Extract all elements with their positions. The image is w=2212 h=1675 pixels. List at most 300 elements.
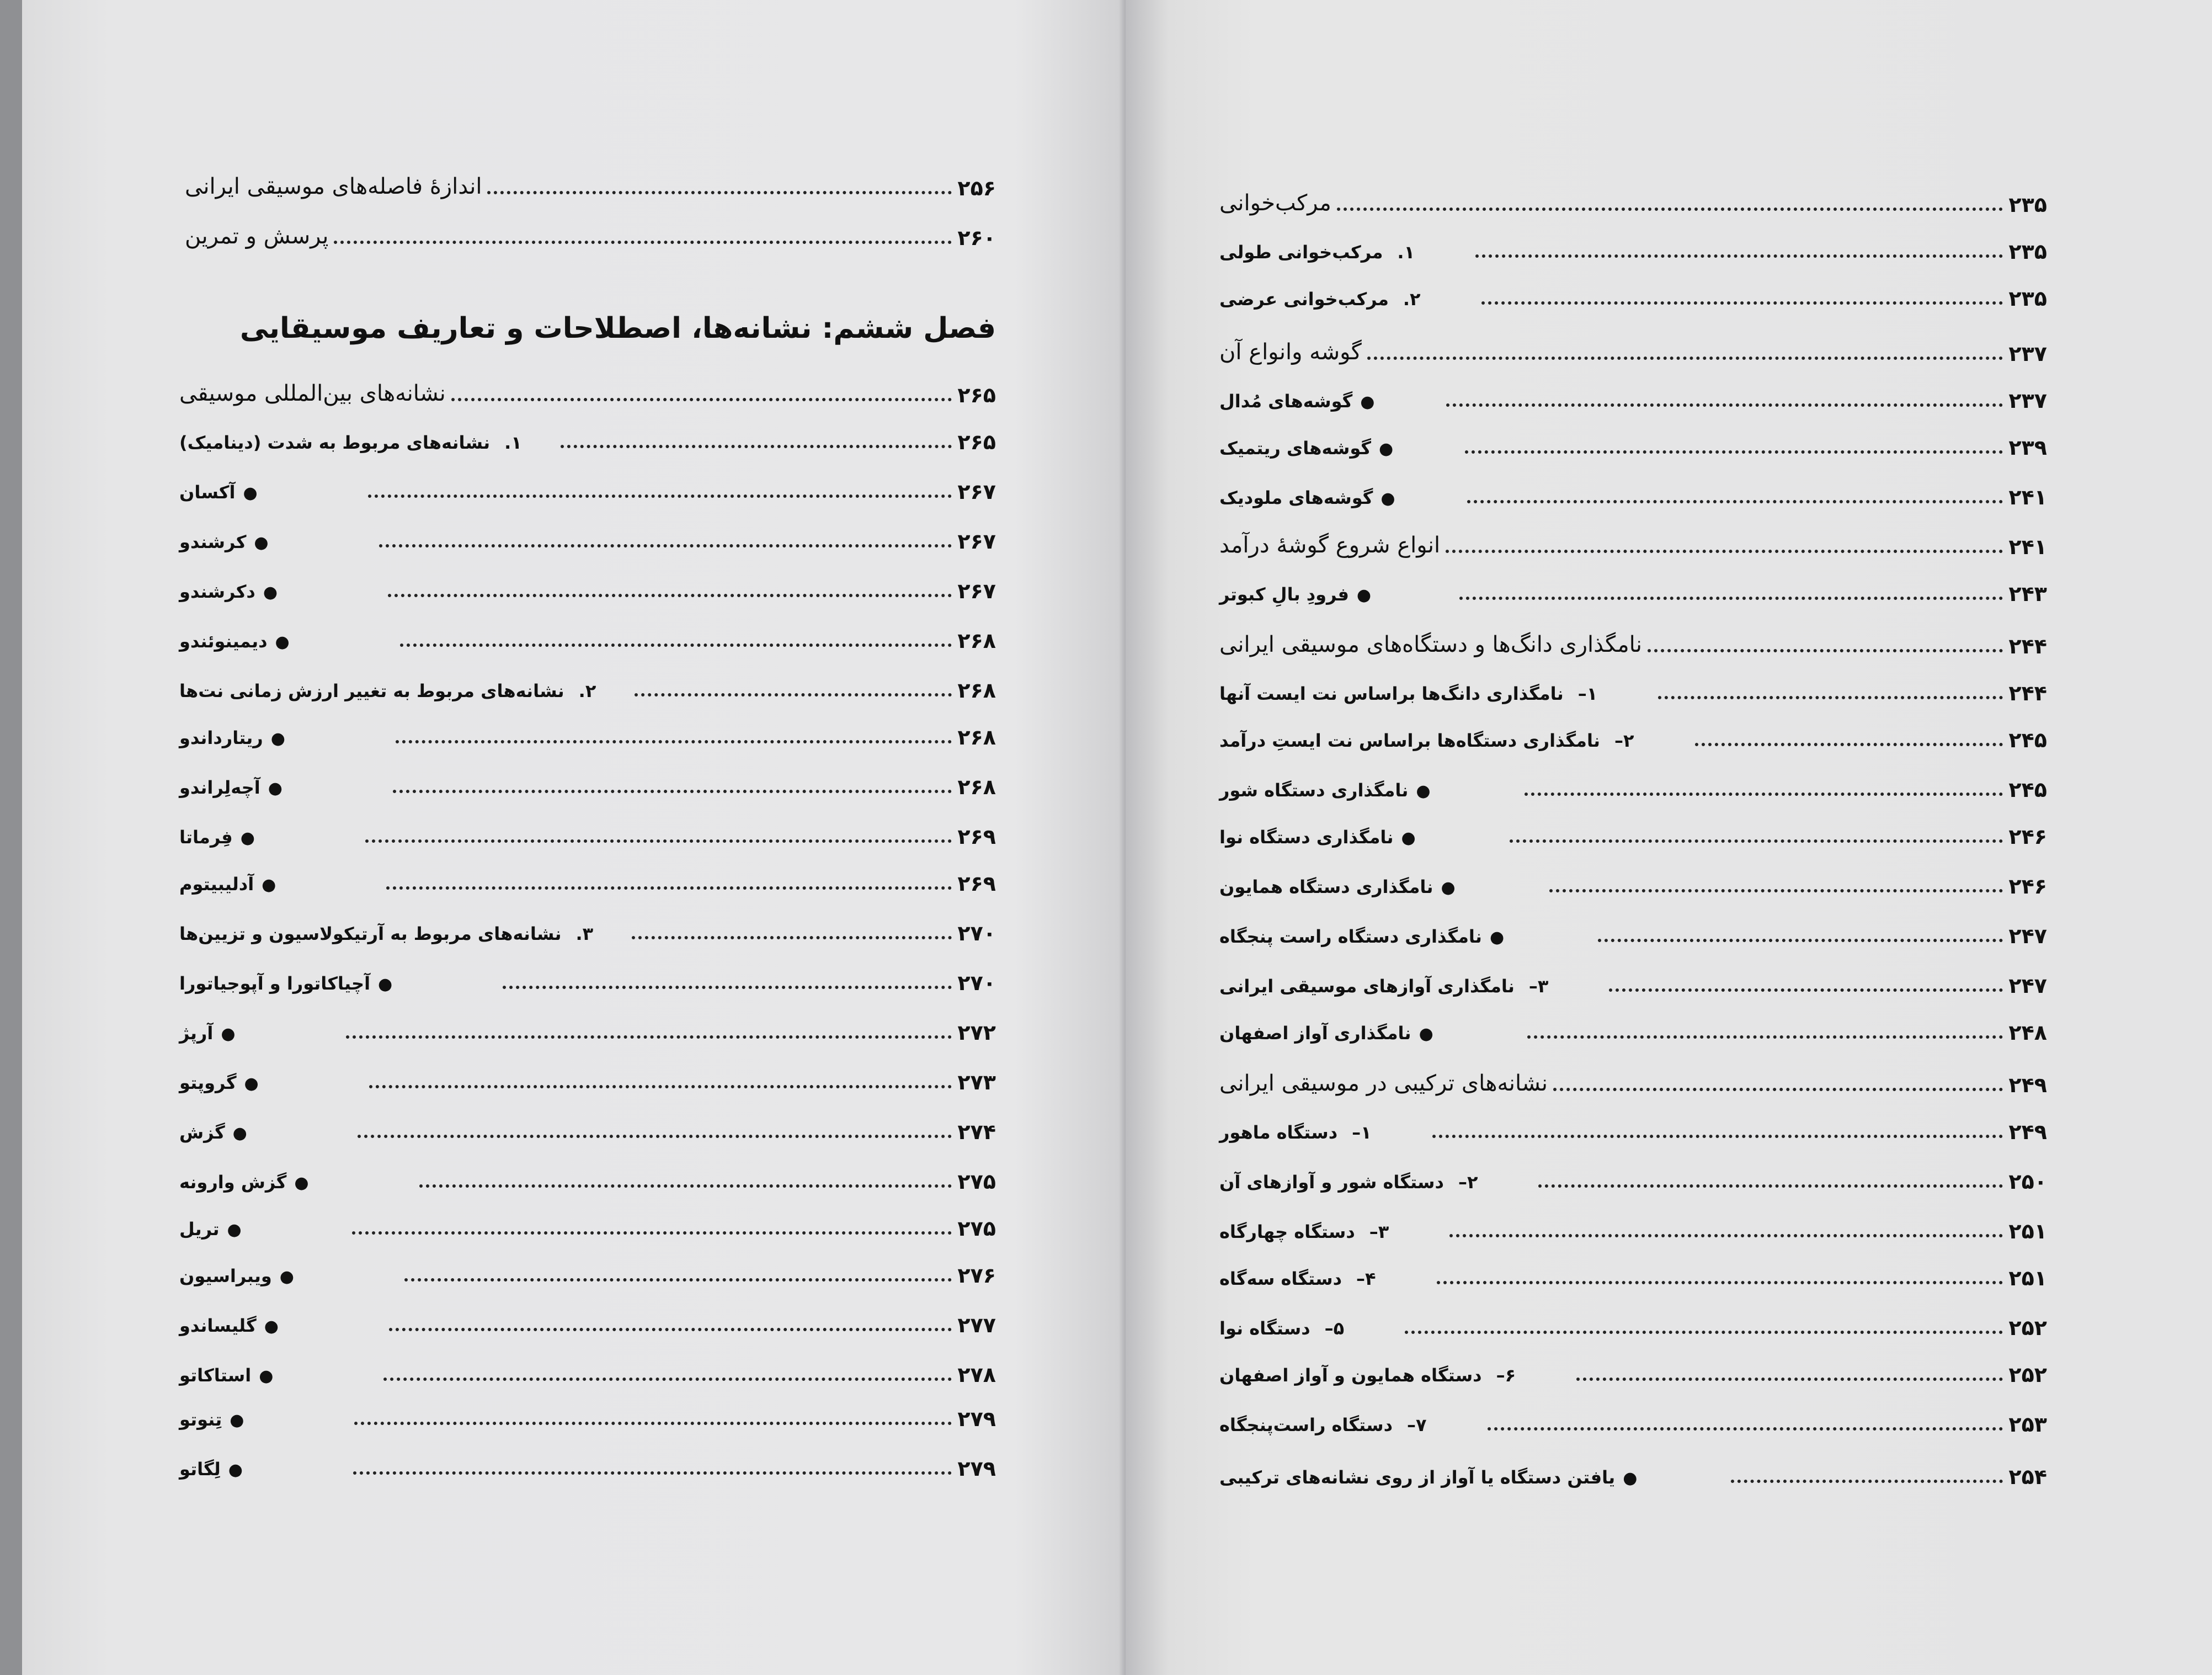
toc-entry: [1219, 177, 2047, 215]
toc-entry: [179, 464, 996, 502]
toc-entry-page: ۲۳۷: [2008, 342, 2047, 366]
leader-dots: [1549, 889, 2003, 892]
toc-entry-text: نامگذاری دستگاه‌ها براساس نت ایستِ درآمد: [1219, 730, 1600, 751]
toc-entry-label: [179, 533, 374, 552]
item-number: ۳.: [575, 923, 594, 944]
leader-dots: [358, 1135, 952, 1138]
toc-entry: [179, 1391, 996, 1429]
toc-entry-text: کرشندو: [179, 531, 247, 552]
bullet-icon: ●: [270, 729, 285, 748]
toc-entry-text: لِگاتو: [179, 1458, 221, 1480]
toc-entry-text: نشانه‌های مربوط به آرتیکولاسیون و تزیین‌ها: [179, 923, 562, 944]
toc-entry-text: فِرماتا: [179, 826, 233, 848]
toc-entry-label: [179, 1123, 352, 1142]
toc-entry-page: ۲۷۹: [957, 1456, 996, 1481]
toc-entry: [1219, 1300, 2047, 1338]
toc-entry-page: ۲۴۹: [2008, 1120, 2047, 1144]
toc-entry-label: [179, 1460, 348, 1479]
bullet-icon: ●: [1379, 439, 1394, 459]
toc-entry-page: ۲۴۳: [2008, 582, 2047, 606]
toc-entry-page: ۲۴۵: [2008, 728, 2047, 752]
toc-entry-page: ۲۷۶: [957, 1263, 996, 1288]
leader-dots: [1648, 649, 2003, 652]
toc-entry-label: [1219, 191, 1331, 215]
item-number: ۷–: [1407, 1414, 1427, 1435]
toc-entry-label: [179, 433, 555, 453]
toc-entry: [179, 759, 996, 797]
toc-entry-page: ۲۷۰: [957, 971, 996, 995]
bullet-icon: ●: [244, 1074, 259, 1093]
bullet-icon: ●: [1401, 828, 1416, 848]
bullet-icon: ●: [243, 483, 258, 503]
bullet-icon: ●: [378, 975, 393, 994]
leader-dots: [503, 986, 952, 989]
leader-dots: [1467, 500, 2003, 503]
toc-entry-page: ۲۶۸: [957, 725, 996, 749]
left-page: [22, 0, 1126, 1675]
toc-entry-text: مرکب‌خوانی عرضی: [1219, 288, 1389, 310]
toc-entry-label: [179, 1410, 349, 1429]
toc-entry: [179, 513, 996, 552]
toc-entry-text: گوشه وانواع آن: [1219, 339, 1362, 365]
toc-entry: [179, 1247, 996, 1286]
chapter-title: فصل ششم: نشانه‌ها، اصطلاحات و تعاریف موسیقایی: [239, 312, 996, 345]
toc-entry-page: ۲۵۴: [2008, 1465, 2047, 1489]
toc-entry: [179, 613, 996, 651]
toc-entry-label: [1219, 439, 1459, 458]
toc-entry-page: ۲۷۷: [957, 1313, 996, 1337]
toc-entry: [1219, 519, 2047, 557]
leader-dots: [1405, 1331, 2003, 1334]
leader-dots: [1553, 1088, 2003, 1091]
leader-dots: [1367, 357, 2003, 360]
toc-entry-page: ۲۵۰: [2008, 1169, 2047, 1194]
toc-entry-label: [1219, 828, 1504, 847]
toc-entry-text: آدلیبیتوم: [179, 873, 254, 895]
toc-entry-label: [1219, 585, 1454, 604]
toc-entry-label: [1219, 243, 1470, 262]
toc-entry-text: نامگذاری آوازهای موسیقی ایرانی: [1219, 975, 1515, 997]
toc-entry: [1219, 373, 2047, 411]
toc-entry-page: ۲۴۷: [2008, 974, 2047, 998]
toc-entry: [179, 563, 996, 602]
toc-entry-page: ۲۷۸: [957, 1363, 996, 1387]
toc-entry-text: گوشه‌های مُدال: [1219, 390, 1353, 412]
toc-entry-label: [179, 875, 381, 894]
toc-entry-text: دستگاه چهارگاه: [1219, 1221, 1355, 1242]
toc-entry-label: [179, 1366, 378, 1385]
toc-entry-page: ۲۷۵: [957, 1169, 996, 1194]
toc-entry-page: ۲۴۷: [2008, 924, 2047, 948]
toc-entry: [1219, 1203, 2047, 1242]
bullet-icon: ●: [262, 875, 276, 895]
toc-entry-text: دکرشندو: [179, 581, 255, 602]
toc-entry-page: ۲۷۵: [957, 1216, 996, 1241]
bullet-icon: ●: [263, 583, 278, 602]
leader-dots: [1446, 403, 2003, 407]
toc-entry: [179, 414, 996, 453]
toc-entry-text: ویبراسیون: [179, 1265, 272, 1286]
toc-entry: [1219, 224, 2047, 262]
toc-entry-label: [1219, 1173, 1533, 1192]
leader-dots: [1488, 1427, 2003, 1431]
left-toc-list: [179, 0, 996, 1675]
toc-entry-text: آچه‌لِراندو: [179, 777, 260, 798]
toc-entry-page: ۲۴۶: [2008, 874, 2047, 898]
toc-entry-page: ۲۶۷: [957, 480, 996, 504]
bullet-icon: ●: [1360, 392, 1375, 412]
toc-entry-text: فرودِ بالِ کبوتر: [1219, 583, 1349, 605]
bullet-icon: ●: [1416, 781, 1431, 801]
toc-entry-label: [1219, 684, 1653, 704]
bullet-icon: ●: [279, 1267, 294, 1286]
toc-entry-text: ریتارداندو: [179, 727, 263, 748]
bullet-icon: ●: [221, 1024, 236, 1044]
toc-entry-page: ۲۶۸: [957, 678, 996, 703]
leader-dots: [561, 445, 952, 448]
leader-dots: [1538, 1184, 2003, 1188]
leader-dots: [393, 790, 952, 793]
toc-entry-page: ۲۴۶: [2008, 825, 2047, 849]
leader-dots: [1432, 1135, 2003, 1138]
toc-entry-text: تریل: [179, 1218, 220, 1240]
item-number: ۱.: [504, 432, 522, 453]
toc-entry-page: ۲۷۰: [957, 921, 996, 945]
toc-entry-page: ۲۷۲: [957, 1020, 996, 1045]
toc-entry-page: ۲۴۴: [2008, 634, 2047, 658]
toc-entry-page: ۲۷۳: [957, 1070, 996, 1094]
leader-dots: [1695, 743, 2003, 746]
toc-entry-label: [1219, 1269, 1431, 1289]
toc-entry-page: ۲۵۱: [2008, 1219, 2047, 1243]
toc-entry: [1219, 1104, 2047, 1142]
leader-dots: [1527, 1035, 2003, 1039]
toc-entry-text: استاکاتو: [179, 1364, 252, 1386]
toc-entry-label: [179, 1173, 414, 1192]
toc-entry-label: [1219, 1416, 1482, 1435]
toc-entry-label: [179, 1024, 340, 1043]
toc-entry: [179, 1297, 996, 1336]
toc-entry: [1219, 1449, 2047, 1487]
item-number: ۱.: [1397, 241, 1415, 263]
toc-entry-label: [1219, 392, 1441, 411]
item-number: ۲.: [1403, 288, 1421, 310]
leader-dots: [1437, 1281, 2003, 1284]
leader-dots: [400, 644, 952, 647]
toc-entry: [1219, 908, 2047, 946]
toc-entry-text: دستگاه ماهور: [1219, 1121, 1338, 1143]
toc-entry-label: [179, 1220, 347, 1239]
toc-entry-label: [1219, 1366, 1571, 1385]
toc-entry-text: انواع شروع گوشۀ درآمد: [1219, 533, 1441, 558]
toc-entry-page: ۲۶۹: [957, 825, 996, 849]
toc-entry-page: ۲۶۸: [957, 775, 996, 799]
item-number: ۱–: [1352, 1121, 1372, 1143]
toc-entry-label: اندازۀ فاصله‌های موسیقی ایرانی: [185, 174, 482, 199]
toc-entry-label: [179, 582, 382, 602]
toc-entry-text: مرکب‌خوانی طولی: [1219, 241, 1383, 263]
toc-entry-text: گزش وارونه: [179, 1171, 287, 1193]
toc-entry-label: [1219, 533, 1440, 557]
toc-entry-text: دستگاه نوا: [1219, 1317, 1310, 1339]
toc-entry-text: مرکب‌خوانی: [1219, 190, 1331, 216]
toc-entry: [179, 367, 996, 406]
toc-entry-text: گوشه‌های ریتمیک: [1219, 437, 1371, 459]
bullet-icon: ●: [228, 1460, 243, 1480]
toc-entry: [179, 662, 996, 701]
item-number: ۲–: [1614, 730, 1634, 751]
right-toc-list: [1219, 0, 2047, 1675]
toc-entry: [179, 955, 996, 993]
toc-entry-label: [1219, 488, 1462, 508]
bullet-icon: ●: [259, 1366, 274, 1386]
toc-entry-page: ۲۳۵: [2008, 286, 2047, 311]
leader-dots: [1459, 597, 2003, 600]
toc-entry-label: [1219, 290, 1476, 309]
toc-entry-page: ۲۴۱: [2008, 485, 2047, 509]
toc-entry: [1219, 1004, 2047, 1043]
toc-entry: [1219, 809, 2047, 847]
toc-entry-text: آرپژ: [179, 1022, 214, 1044]
leader-dots: [404, 1278, 952, 1281]
item-number: ۳–: [1528, 975, 1549, 997]
toc-entry: [1219, 1250, 2047, 1289]
item-number: ۲–: [1458, 1171, 1478, 1193]
toc-entry-text: نامگذاری دانگ‌ها و دستگاه‌های موسیقی ایرانی: [1219, 632, 1642, 657]
toc-entry-label: [1219, 1222, 1444, 1242]
bullet-icon: ●: [1380, 489, 1395, 508]
leader-dots: [635, 693, 952, 696]
toc-entry-label: [179, 1316, 383, 1336]
leader-dots: [1475, 254, 2003, 258]
leader-dots: [1449, 1234, 2003, 1237]
leader-dots: [1337, 208, 2003, 211]
bullet-icon: ●: [268, 779, 283, 798]
leader-dots: [1465, 450, 2003, 454]
toc-entry: [179, 1200, 996, 1239]
toc-entry: [179, 1004, 996, 1043]
bullet-icon: ●: [264, 1317, 279, 1336]
leader-dots: [379, 544, 952, 547]
leader-dots: [389, 1328, 952, 1331]
toc-entry-text: دستگاه همایون و آواز اصفهان: [1219, 1364, 1482, 1386]
item-number: ۴–: [1356, 1268, 1376, 1289]
toc-entry-label: [1219, 731, 1689, 751]
toc-entry: [1219, 1396, 2047, 1435]
toc-entry-label: [179, 632, 395, 651]
leader-dots: [368, 494, 952, 498]
toc-entry-page: ۲۵۳: [2008, 1412, 2047, 1437]
toc-entry-page: ۲۶۵: [957, 430, 996, 454]
toc-entry-page: ۲۶۹: [957, 871, 996, 896]
leader-dots: [632, 936, 952, 939]
toc-entry-text: نشانه‌های بین‌المللی موسیقی: [179, 381, 446, 406]
toc-entry-page: ۲۶۸: [957, 629, 996, 653]
toc-entry-text: نشانه‌های مربوط به تغییر ارزش زمانی نت‌ها: [179, 680, 564, 701]
toc-entry-page: ۲۳۵: [2008, 240, 2047, 264]
toc-entry-label: [1219, 1123, 1427, 1142]
leader-dots: [353, 1471, 952, 1475]
toc-entry-label: [179, 828, 360, 847]
item-number: ۲.: [578, 680, 596, 701]
toc-entry-page: ۲۵۱: [2008, 1266, 2047, 1290]
toc-entry: [179, 1054, 996, 1093]
toc-entry-page: ۲۳۹: [2008, 435, 2047, 460]
item-number: ۳–: [1369, 1221, 1389, 1242]
toc-entry-page: ۲۵۲: [2008, 1316, 2047, 1340]
toc-entry-page: ۲۷۹: [957, 1407, 996, 1431]
leader-dots: [1658, 696, 2003, 699]
toc-entry-label: [1219, 878, 1544, 897]
toc-entry-text: دستگاه سه‌گاه: [1219, 1268, 1342, 1289]
toc-entry-page: ۲۷۴: [957, 1120, 996, 1144]
toc-entry: [1219, 566, 2047, 604]
toc-entry-label: پرسش و تمرین: [185, 224, 329, 249]
toc-entry-text: آکسان: [179, 481, 236, 503]
toc-entry-label: [179, 974, 497, 993]
bullet-icon: ●: [232, 1124, 247, 1143]
toc-entry-text: دستگاه شور و آوازهای آن: [1219, 1171, 1444, 1193]
bullet-icon: ●: [240, 828, 255, 848]
toc-entry: [179, 709, 996, 748]
bullet-icon: ●: [230, 1411, 244, 1430]
toc-entry-text: نامگذاری دستگاه راست پنجگاه: [1219, 926, 1482, 947]
leader-dots: [1731, 1480, 2003, 1483]
toc-entry-text: گلیساندو: [179, 1315, 257, 1336]
toc-entry-label: [1219, 1468, 1725, 1487]
toc-entry-text: گروپتو: [179, 1072, 237, 1093]
toc-entry-page: ۲۴۹: [2008, 1073, 2047, 1097]
leader-dots: [1446, 550, 2003, 553]
leader-dots: [369, 1085, 952, 1088]
toc-entry-page: ۲۴۴: [2008, 681, 2047, 705]
bullet-icon: ●: [1419, 1024, 1433, 1044]
toc-entry: [1219, 958, 2047, 996]
leader-dots: [354, 1422, 952, 1425]
bullet-icon: ●: [254, 533, 269, 552]
toc-entry: [1219, 618, 2047, 657]
leader-dots: [383, 1378, 952, 1381]
toc-entry-label: [1219, 1071, 1548, 1096]
toc-entry-text: نشانه‌های ترکیبی در موسیقی ایرانی: [1219, 1071, 1548, 1096]
toc-entry-text: یافتن دستگاه یا آواز از روی نشانه‌های ترکیبی: [1219, 1466, 1616, 1488]
toc-entry: [1219, 712, 2047, 751]
toc-entry: [1219, 469, 2047, 508]
toc-entry: [1219, 858, 2047, 897]
bullet-icon: ●: [294, 1173, 309, 1193]
leader-dots: [1576, 1378, 2003, 1381]
leader-dots: [451, 398, 952, 401]
leader-dots: [386, 886, 952, 890]
leader-dots: [346, 1035, 952, 1039]
item-number: ۵–: [1324, 1317, 1345, 1339]
toc-entry-text: نامگذاری دستگاه شور: [1219, 779, 1409, 801]
toc-entry-text: دستگاه راست‌پنجگاه: [1219, 1414, 1393, 1435]
right-page: [1126, 0, 2212, 1675]
bullet-icon: ●: [1441, 878, 1456, 897]
toc-entry: [1219, 665, 2047, 704]
leader-dots: [396, 740, 952, 743]
toc-entry: [179, 1347, 996, 1385]
toc-entry: [179, 809, 996, 847]
toc-entry: [1219, 326, 2047, 364]
bullet-icon: ●: [1489, 928, 1505, 947]
toc-entry-label: [179, 1073, 364, 1093]
leader-dots: [1481, 301, 2003, 305]
toc-entry-text: نامگذاری دستگاه نوا: [1219, 826, 1394, 848]
toc-entry-label: [179, 924, 626, 944]
toc-entry-label: [1219, 1319, 1399, 1338]
leader-dots: [352, 1231, 952, 1235]
toc-entry-label: [1219, 977, 1603, 996]
leader-dots: [1598, 939, 2003, 942]
toc-entry-page: ۲۶۷: [957, 529, 996, 554]
toc-entry-label: [1219, 340, 1362, 364]
toc-entry-page: ۲۶۰: [957, 226, 996, 250]
toc-entry-text: دیمینوئندو: [179, 630, 268, 652]
toc-entry: [1219, 1347, 2047, 1385]
toc-entry-text: گزش: [179, 1121, 225, 1143]
leader-dots: [1510, 839, 2003, 843]
toc-entry-label: [1219, 1024, 1522, 1043]
toc-entry: [179, 1440, 996, 1479]
bullet-icon: ●: [275, 632, 290, 652]
toc-entry: [179, 855, 996, 894]
leader-dots: [388, 594, 952, 597]
bullet-icon: ●: [1623, 1469, 1638, 1488]
toc-entry-text: آچیاکاتورا و آپوجیاتورا: [179, 972, 371, 994]
toc-entry-label: [1219, 781, 1519, 800]
toc-entry-page: ۲۵۶: [957, 176, 996, 200]
toc-entry-label: [179, 682, 629, 701]
toc-entry-page: ۲۴۱: [2008, 535, 2047, 559]
leader-dots: [1609, 988, 2003, 992]
item-number: ۶–: [1496, 1364, 1516, 1386]
toc-entry-text: نشانه‌های مربوط به شدت (دینامیک): [179, 432, 491, 453]
toc-entry: [1219, 1153, 2047, 1192]
toc-entry: [1219, 1057, 2047, 1096]
toc-entry-page: ۲۳۷: [2008, 389, 2047, 413]
toc-entry-label: [179, 483, 363, 502]
leader-dots: [419, 1184, 952, 1188]
toc-entry-page: ۲۶۵: [957, 383, 996, 407]
toc-entry-page: ۲۴۸: [2008, 1020, 2047, 1045]
toc-entry-label: [179, 1267, 399, 1286]
toc-entry-page: ۲۴۵: [2008, 778, 2047, 802]
bullet-icon: ●: [227, 1220, 242, 1240]
toc-entry-label: [1219, 632, 1642, 657]
toc-entry-text: گوشه‌های ملودیک: [1219, 487, 1373, 508]
toc-entry-label: [179, 729, 390, 748]
toc-entry-text: تِنوتو: [179, 1408, 222, 1430]
toc-entry-page: ۲۳۵: [2008, 193, 2047, 217]
bullet-icon: ●: [1356, 586, 1372, 605]
toc-entry: [179, 1104, 996, 1142]
toc-entry-text: نامگذاری آواز اصفهان: [1219, 1022, 1411, 1044]
toc-entry-label: [179, 381, 446, 406]
toc-entry-label: [1219, 927, 1592, 946]
item-number: ۱–: [1577, 683, 1598, 704]
toc-entry-text: نامگذاری دستگاه همایون: [1219, 876, 1433, 897]
toc-entry: [1219, 419, 2047, 458]
toc-entry-page: ۲۶۷: [957, 579, 996, 603]
leader-dots: [365, 839, 952, 843]
toc-entry: [1219, 270, 2047, 309]
toc-entry-page: ۲۵۲: [2008, 1363, 2047, 1387]
toc-entry-text: نامگذاری دانگ‌ها براساس نت ایست آنها: [1219, 683, 1564, 704]
toc-entry: [1219, 762, 2047, 800]
toc-entry-label: [179, 778, 387, 797]
